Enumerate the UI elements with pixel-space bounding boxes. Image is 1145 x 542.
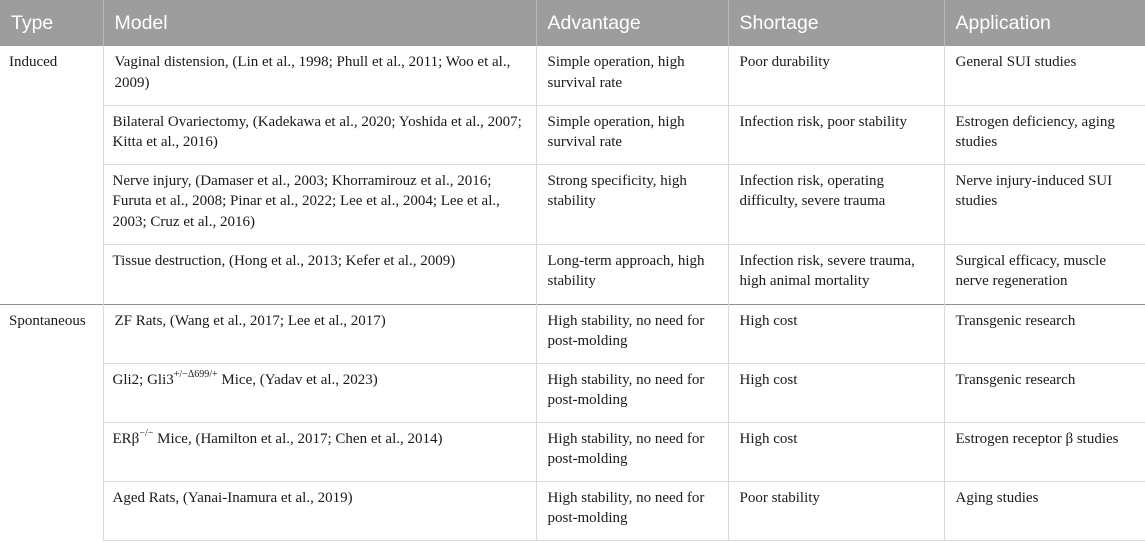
model-cell: [103, 422, 536, 481]
model-name-text: ERβ: [112, 430, 140, 447]
model-cell: [103, 363, 536, 422]
application-cell: Estrogen deficiency, aging studies: [944, 105, 1145, 164]
advantage-cell: Simple operation, high survival rate: [536, 46, 728, 105]
advantage-cell: High stability, no need for post-molding: [536, 481, 728, 540]
table-body: [0, 46, 1145, 540]
table-row: [0, 164, 1145, 244]
advantage-cell: Long-term approach, high stability: [536, 244, 728, 304]
table-row: [0, 46, 1145, 105]
table-row: [0, 363, 1145, 422]
genotype-superscript: −/−: [139, 427, 154, 439]
table-row: [0, 422, 1145, 481]
header-application: Application: [944, 0, 1145, 46]
table-header: [0, 0, 1145, 46]
model-name-text: Gli2; Gli3: [112, 371, 174, 388]
advantage-cell: Strong specificity, high stability: [536, 164, 728, 244]
table-row: [0, 481, 1145, 540]
header-advantage: Advantage: [536, 0, 728, 46]
application-cell: Nerve injury-induced SUI studies: [944, 164, 1145, 244]
shortage-cell: Infection risk, severe trauma, high animal mortality: [728, 244, 944, 304]
model-cell: Tissue destruction, (Hong et al., 2013; Kefer et al., 2009): [103, 244, 536, 304]
application-cell: Transgenic research: [944, 363, 1145, 422]
shortage-cell: High cost: [728, 422, 944, 481]
application-cell: Estrogen receptor β studies: [944, 422, 1145, 481]
header-shortage: Shortage: [728, 0, 944, 46]
header-model: Model: [103, 0, 536, 46]
shortage-cell: High cost: [728, 363, 944, 422]
advantage-cell: High stability, no need for post-molding: [536, 304, 728, 363]
shortage-cell: Infection risk, poor stability: [728, 105, 944, 164]
model-cell: Nerve injury, (Damaser et al., 2003; Khorramirouz et al., 2016; Furuta et al., 2008; Pinar et al., 2022; Lee et al., 2004; Lee et al., 2003; Cruz et al., 2016): [103, 164, 536, 244]
application-cell: General SUI studies: [944, 46, 1145, 105]
advantage-cell: High stability, no need for post-molding: [536, 422, 728, 481]
model-citation-text: Mice, (Yadav et al., 2023): [217, 371, 378, 388]
model-cell: Aged Rats, (Yanai-Inamura et al., 2019): [103, 481, 536, 540]
shortage-cell: High cost: [728, 304, 944, 363]
type-cell-spontaneous: Spontaneous: [0, 304, 103, 540]
table-row: [0, 304, 1145, 363]
header-type: Type: [11, 11, 54, 34]
advantage-cell: High stability, no need for post-molding: [536, 363, 728, 422]
type-cell-induced: Induced: [0, 46, 103, 304]
genotype-superscript: +/−Δ699/+: [173, 368, 218, 380]
model-cell: Bilateral Ovariectomy, (Kadekawa et al., 2020; Yoshida et al., 2007; Kitta et al., 2016): [103, 105, 536, 164]
advantage-cell: Simple operation, high survival rate: [536, 105, 728, 164]
application-cell: Surgical efficacy, muscle nerve regeneration: [944, 244, 1145, 304]
model-citation-text: Mice, (Hamilton et al., 2017; Chen et al., 2014): [153, 430, 443, 447]
application-cell: Transgenic research: [944, 304, 1145, 363]
model-cell: Vaginal distension, (Lin et al., 1998; Phull et al., 2011; Woo et al., 2009): [103, 46, 536, 105]
table-row: [0, 105, 1145, 164]
application-cell: Aging studies: [944, 481, 1145, 540]
shortage-cell: Poor stability: [728, 481, 944, 540]
model-cell: ZF Rats, (Wang et al., 2017; Lee et al., 2017): [103, 304, 536, 363]
shortage-cell: Infection risk, operating difficulty, severe trauma: [728, 164, 944, 244]
table-row: [0, 244, 1145, 304]
shortage-cell: Poor durability: [728, 46, 944, 105]
